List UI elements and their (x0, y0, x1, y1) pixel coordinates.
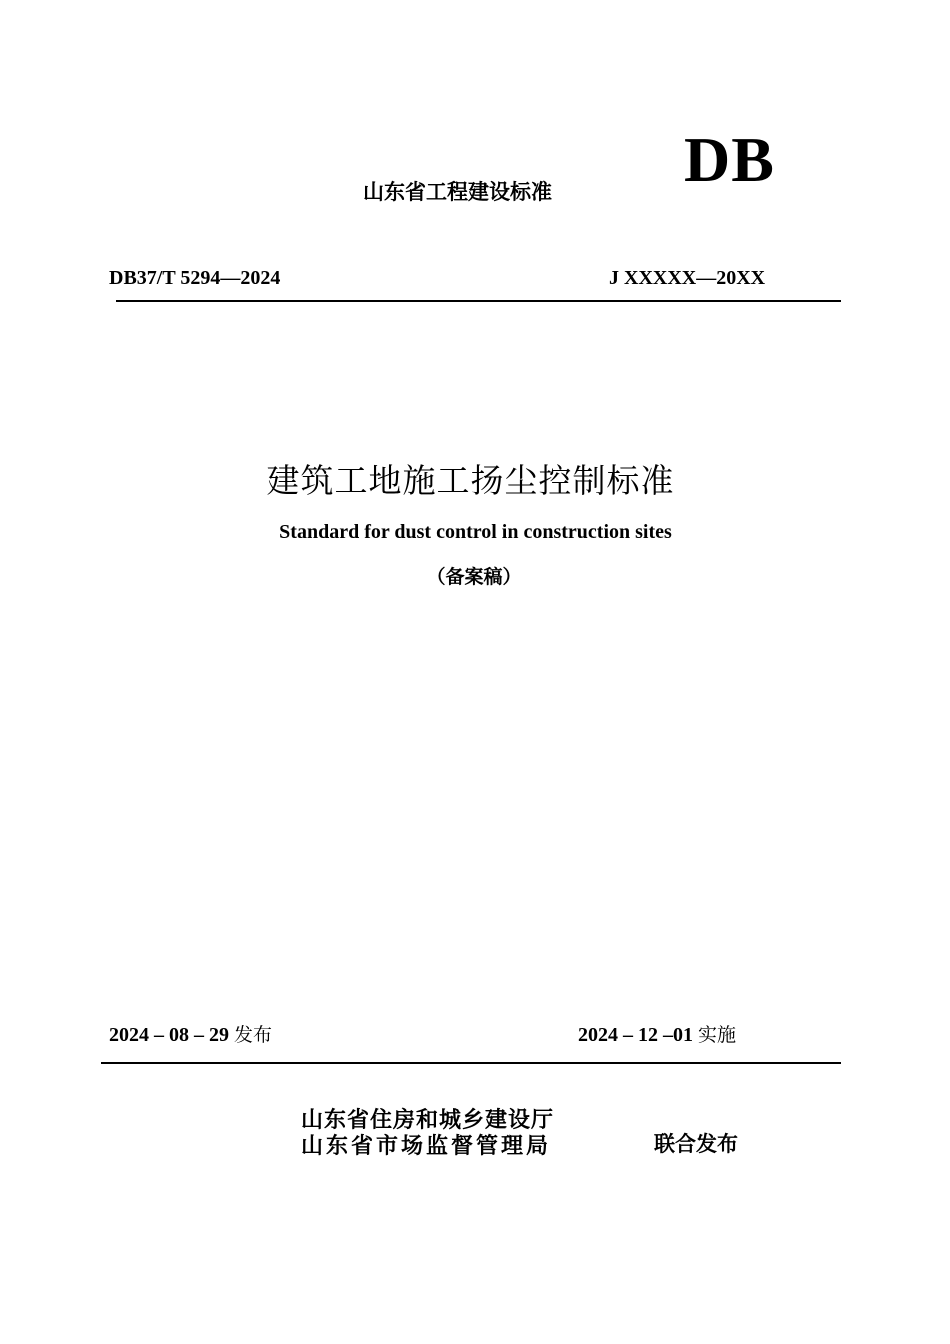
db-logo: DB (684, 124, 775, 195)
issue-date: 2024 – 08 – 29 (109, 1024, 229, 1046)
joint-issue-label: 联合发布 (654, 1132, 738, 1156)
issue-label: 发布 (234, 1024, 273, 1046)
title-chinese: 建筑工地施工扬尘控制标准 (266, 461, 675, 500)
effective-date-line (578, 1021, 736, 1049)
draft-note: （备案稿） (426, 566, 522, 588)
title-english: Standard for dust control in construction sites (279, 521, 672, 543)
effective-date: 2024 – 12 –01 (578, 1024, 693, 1046)
bottom-divider (101, 1062, 841, 1064)
issue-date-line (109, 1021, 272, 1049)
effective-label: 实施 (698, 1024, 737, 1046)
standard-type: 山东省工程建设标准 (363, 180, 552, 204)
top-divider (116, 300, 841, 302)
issuer-housing-department: 山东省住房和城乡建设厅 (301, 1108, 555, 1133)
issuer-market-supervision-bureau: 山东省市场监督管理局 (301, 1134, 552, 1159)
standard-number: DB37/T 5294—2024 (109, 267, 281, 289)
filing-number: J XXXXX—20XX (609, 267, 766, 289)
